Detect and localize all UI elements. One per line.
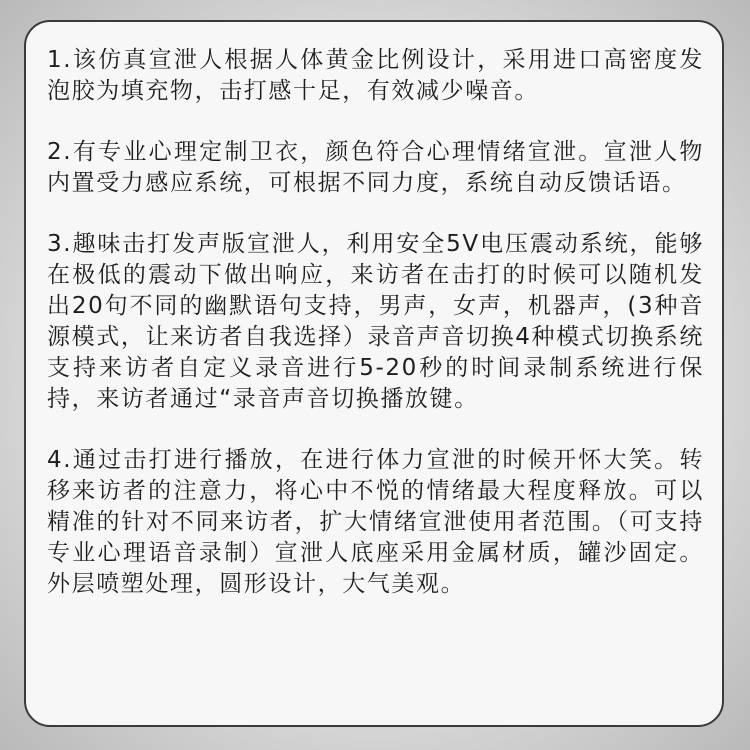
feature-paragraph-2: 2.有专业心理定制卫衣，颜色符合心理情绪宣泄。宣泄人物内置受力感应系统，可根据不同力度，系统自动反馈话语。	[47, 139, 704, 196]
feature-paragraph-3: 3.趣味击打发声版宣泄人，利用安全5V电压震动系统，能够在极低的震动下做出响应，来访者在击打的时候可以随机发出20句不同的幽默语句支持，男声，女声，机器声，(3种音源模式，让来访者自我选择）录音声音切换4种模式切换系统支持来访者自定义录音进行5-20秒的时间录制系统进行保持，来访者通过“录音声音切换播放键。	[47, 231, 704, 412]
feature-paragraph-1: 1.该仿真宣泄人根据人体黄金比例设计，采用进口高密度发泡胶为填充物，击打感十足，有效减少噪音。	[47, 47, 704, 104]
feature-description-card	[24, 20, 724, 727]
feature-paragraph-4: 4.通过击打进行播放，在进行体力宣泄的时候开怀大笑。转移来访者的注意力，将心中不悦的情绪最大程度释放。可以精准的针对不同来访者，扩大情绪宣泄使用者范围。（可支持专业心理语音录制）宣泄人底座采用金属材质，罐沙固定。外层喷塑处理，圆形设计，大气美观。	[47, 447, 704, 597]
